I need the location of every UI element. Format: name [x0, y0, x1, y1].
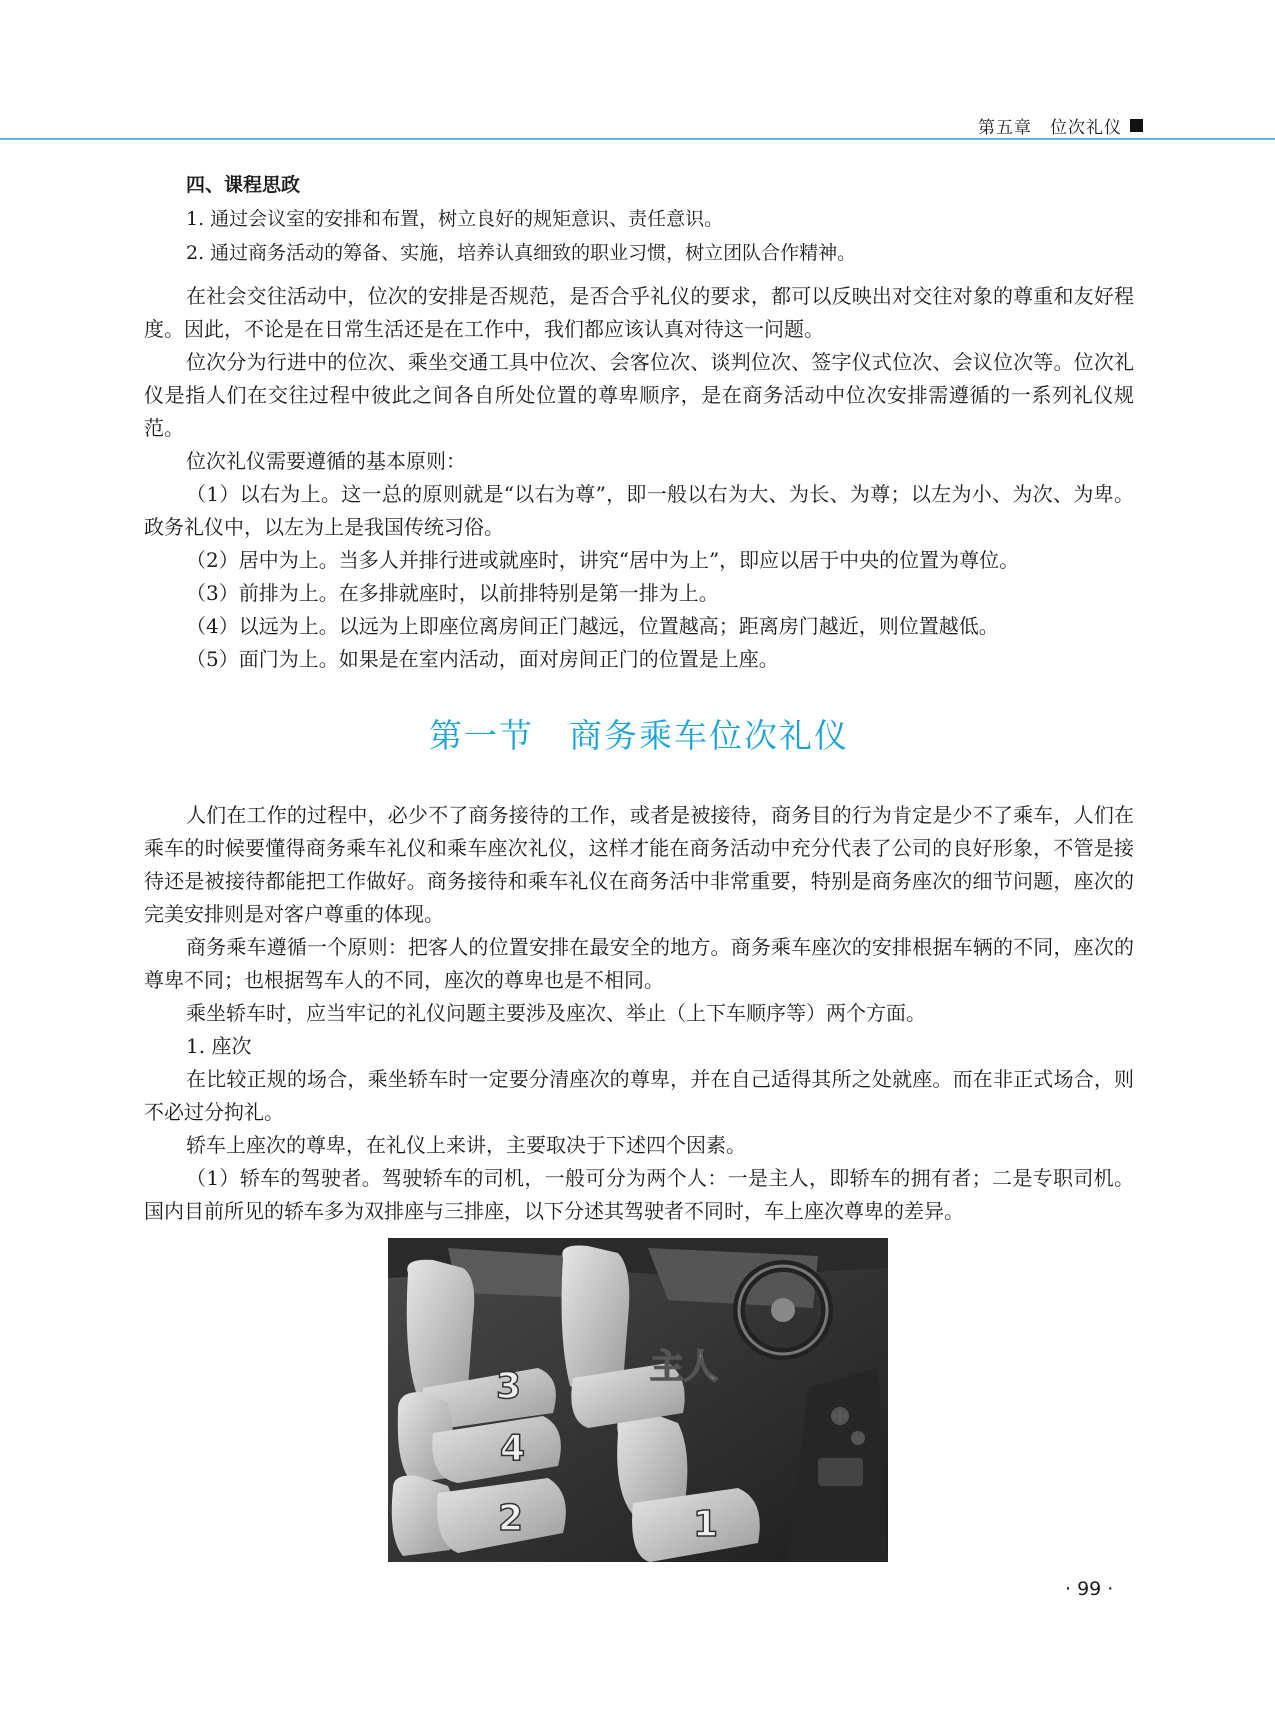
paragraph: 位次礼仪需要遵循的基本原则：	[186, 449, 466, 473]
square-marker-icon	[1130, 119, 1143, 132]
header-rule	[0, 138, 1275, 140]
paragraph: 位次分为行进中的位次、乘坐交通工具中位次、会客位次、谈判位次、签字仪式位次、会议位次等。位次礼仪是指人们在交往过程中彼此之间各自所处位置的尊卑顺序，是在商务活动中位次安排需遵循的一系列礼仪规范。	[144, 350, 1134, 440]
paragraph: （4）以远为上。以远为上即座位离房间正门越远，位置越高；距离房门越近，则位置越低。	[186, 614, 999, 638]
paragraph: 商务乘车遵循一个原则：把客人的位置安排在最安全的地方。商务乘车座次的安排根据车辆的不同，座次的尊卑不同；也根据驾车人的不同，座次的尊卑也是不相同。	[144, 935, 1134, 992]
seat-number-1: 1	[693, 1504, 719, 1545]
paragraph: 乘坐轿车时，应当牢记的礼仪问题主要涉及座次、举止（上下车顺序等）两个方面。	[186, 1001, 926, 1025]
paragraph: 1. 座次	[186, 1034, 252, 1058]
list-item: 1. 通过会议室的安排和布置，树立良好的规矩意识、责任意识。	[186, 208, 724, 230]
owner-label: 主人	[650, 1347, 718, 1387]
section-title: 第一节 商务乘车位次礼仪	[429, 716, 849, 755]
paragraph: 轿车上座次的尊卑，在礼仪上来讲，主要取决于下述四个因素。	[186, 1133, 746, 1157]
seat-number-2: 2	[498, 1498, 524, 1539]
page-number: · 99 ·	[1065, 1578, 1114, 1600]
paragraph: 在比较正规的场合，乘坐轿车时一定要分清座次的尊卑，并在自己适得其所之处就座。而在非正式场合，则不必过分拘礼。	[144, 1067, 1134, 1124]
paragraph: （5）面门为上。如果是在室内活动，面对房间正门的位置是上座。	[186, 647, 779, 671]
paragraph: （2）居中为上。当多人并排行进或就座时，讲究“居中为上”，即应以居于中央的位置为尊位。	[186, 548, 1020, 572]
page-body	[144, 168, 1134, 1228]
seat-number-4: 4	[500, 1428, 526, 1469]
list-item: 2. 通过商务活动的筹备、实施，培养认真细致的职业习惯，树立团队合作精神。	[186, 242, 857, 264]
car-seat-photo	[388, 1238, 888, 1562]
subhead-course-ideology: 四、课程思政	[186, 174, 301, 196]
paragraph: 在社会交往活动中，位次的安排是否规范，是否合乎礼仪的要求，都可以反映出对交往对象的尊重和友好程度。因此，不论是在日常生活还是在工作中，我们都应该认真对待这一问题。	[144, 284, 1134, 341]
paragraph: （1）以右为上。这一总的原则就是“以右为尊”，即一般以右为大、为长、为尊；以左为小、为次、为卑。政务礼仪中，以左为上是我国传统习俗。	[144, 482, 1134, 539]
seat-number-3: 3	[496, 1366, 522, 1407]
paragraph: 人们在工作的过程中，必少不了商务接待的工作，或者是被接待，商务目的行为肯定是少不了乘车，人们在乘车的时候要懂得商务乘车礼仪和乘车座次礼仪，这样才能在商务活动中充分代表了公司的良好形象，不管是接待还是被接待都能把工作做好。商务接待和乘车礼仪在商务活中非常重要，特别是商务座次的细节问题，座次的完美安排则是对客户尊重的体现。	[144, 803, 1134, 926]
running-head	[978, 113, 1143, 138]
running-head-text: 第五章 位次礼仪	[978, 118, 1122, 138]
paragraph: （1）轿车的驾驶者。驾驶轿车的司机，一般可分为两个人：一是主人，即轿车的拥有者；二是专职司机。国内目前所见的轿车多为双排座与三排座，以下分述其驾驶者不同时，车上座次尊卑的差异。	[144, 1166, 1134, 1223]
paragraph: （3）前排为上。在多排就座时，以前排特别是第一排为上。	[186, 581, 719, 605]
